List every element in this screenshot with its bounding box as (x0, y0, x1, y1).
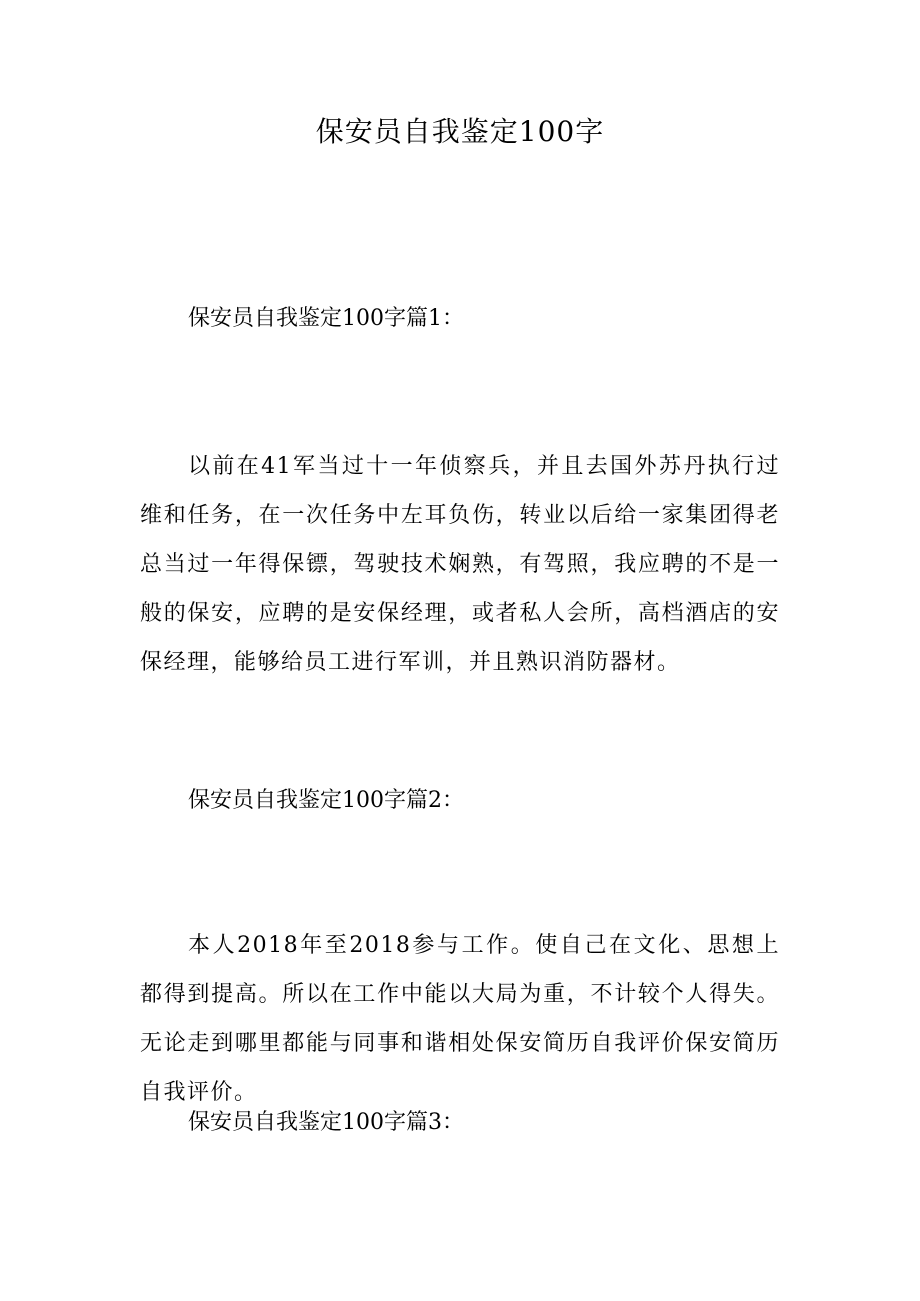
section-heading-1: 保安员自我鉴定100字篇1： (188, 306, 464, 331)
section-heading-2: 保安员自我鉴定100字篇2： (188, 788, 464, 813)
section-body-2: 本人2018年至2018参与工作。使自己在文化、思想上都得到提高。所以在工作中能以大局为重，不计较个人得失。无论走到哪里都能与同事和谐相处保安简历自我评价保安简历自我评价。 (140, 933, 780, 1105)
section-body-1: 以前在41军当过十一年侦察兵，并且去国外苏丹执行过维和任务，在一次任务中左耳负伤，转业以后给一家集团得老总当过一年得保镖，驾驶技术娴熟，有驾照，我应聘的不是一般的保安，应聘的是安保经理，或者私人会所，高档酒店的安保经理，能够给员工进行军训，并且熟识消防器材。 (140, 454, 780, 675)
section-heading-3: 保安员自我鉴定100字篇3： (188, 1110, 464, 1135)
document-title: 保安员自我鉴定100字 (315, 115, 605, 148)
